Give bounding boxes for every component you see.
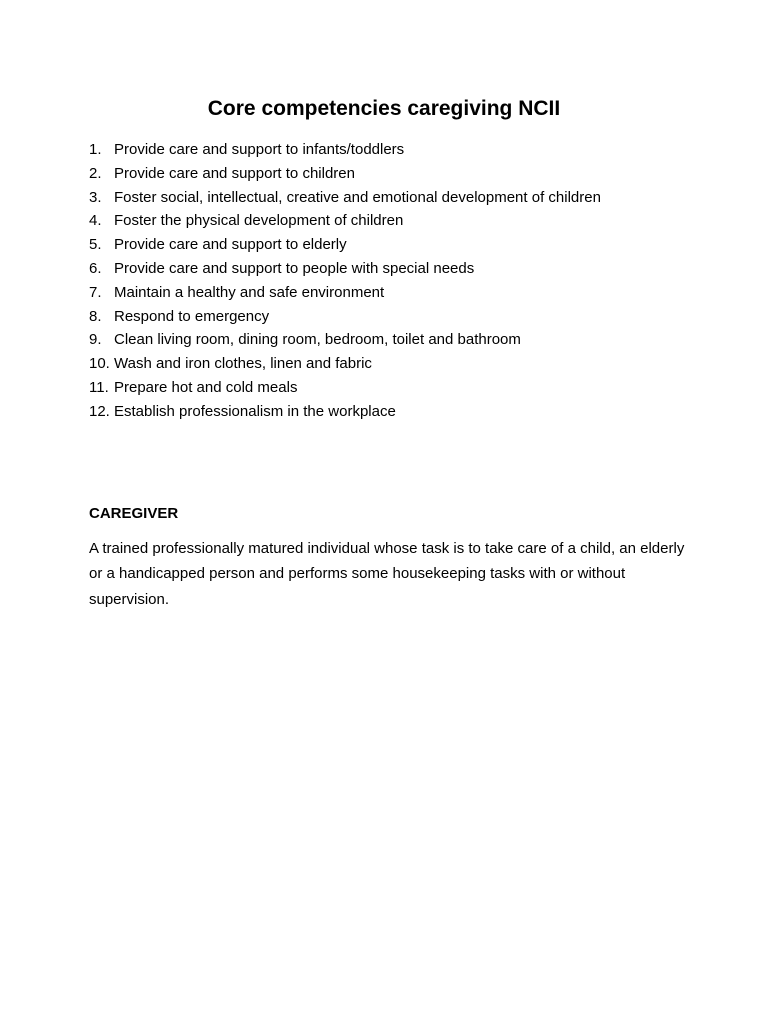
list-item-text: Respond to emergency: [114, 307, 270, 325]
list-item: [89, 162, 601, 186]
list-item-text: Provide care and support to elderly: [114, 236, 347, 254]
list-item: [89, 305, 601, 329]
list-item-number: 9.: [89, 331, 102, 349]
list-item: [89, 376, 601, 400]
list-item: [89, 138, 601, 162]
competency-list: [89, 138, 601, 424]
list-item-text: Maintain a healthy and safe environment: [114, 283, 385, 301]
list-item-number: 6.: [89, 259, 102, 277]
list-item-number: 8.: [89, 307, 102, 325]
list-item-number: 12.: [89, 402, 110, 420]
list-item-text: Foster social, intellectual, creative and emotional development of children: [114, 188, 601, 206]
list-item-text: Wash and iron clothes, linen and fabric: [114, 355, 372, 373]
list-item-number: 2.: [89, 164, 102, 182]
list-item-number: 1.: [89, 141, 102, 158]
list-item-text: Provide care and support to children: [114, 164, 355, 182]
list-item: [89, 257, 601, 281]
list-item-number: 4.: [89, 212, 102, 230]
page-title: Core competencies caregiving NCII: [207, 97, 561, 120]
list-item-number: 11.: [89, 378, 109, 396]
list-item: [89, 328, 601, 352]
list-item: [89, 352, 601, 376]
list-item: [89, 281, 601, 305]
definition-paragraph: A trained professionally matured individual whose task is to take care of a child, an elderly or a handicapped person and performs some housekeeping tasks with or without supervision.: [89, 540, 685, 608]
list-item-number: 5.: [89, 236, 102, 254]
list-item-text: Provide care and support to people with special needs: [114, 259, 475, 277]
list-item: [89, 186, 601, 210]
list-item-text: Prepare hot and cold meals: [114, 378, 298, 396]
list-item: [89, 233, 601, 257]
list-item-text: Provide care and support to infants/toddlers: [114, 141, 405, 158]
section-heading: CAREGIVER: [89, 505, 179, 522]
list-item-number: 10.: [89, 355, 110, 373]
list-item-number: 7.: [89, 283, 102, 301]
list-item-text: Establish professionalism in the workplace: [114, 402, 396, 420]
list-item-number: 3.: [89, 188, 102, 206]
list-item: [89, 209, 601, 233]
list-item-text: Clean living room, dining room, bedroom, toilet and bathroom: [114, 331, 521, 349]
list-item-text: Foster the physical development of children: [114, 212, 404, 230]
list-item: [89, 400, 601, 424]
